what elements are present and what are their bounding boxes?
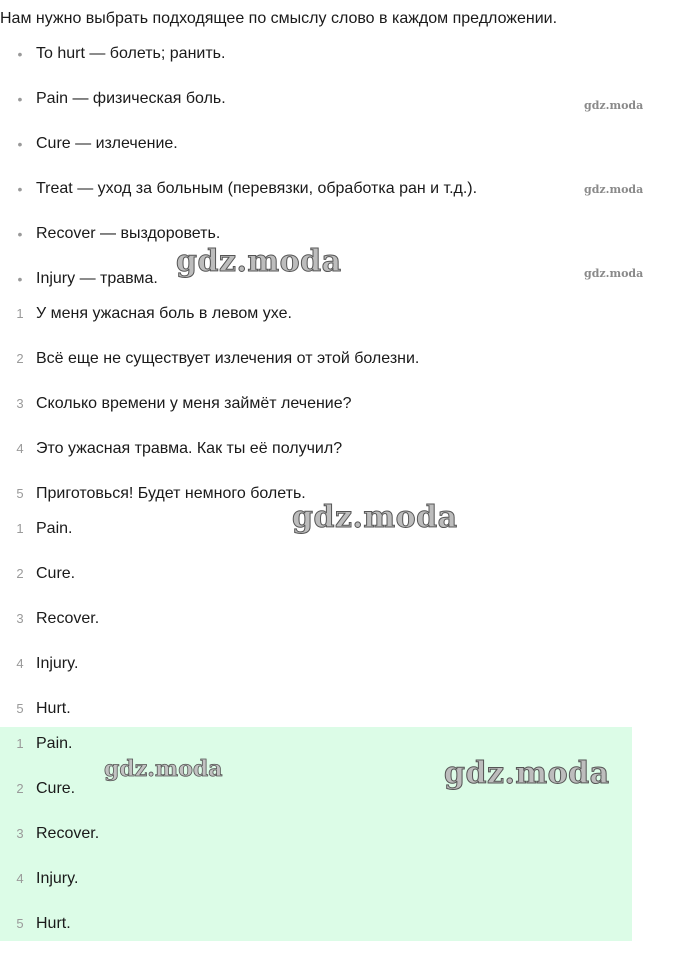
bullet-icon: • (17, 91, 23, 107)
list-item-text: Pain. (36, 735, 73, 752)
item-number: 1 (16, 736, 24, 751)
list-item-text: Treat — уход за больным (перевязки, обработка ран и т.д.). (36, 180, 478, 197)
bullet-icon: • (17, 46, 23, 62)
list-item-text: У меня ужасная боль в левом ухе. (36, 305, 292, 322)
list-item-text: Hurt. (36, 915, 71, 932)
item-number: 3 (16, 611, 24, 626)
watermark: gdz.moda (444, 756, 610, 791)
list-item-text: Приготовься! Будет немного болеть. (36, 485, 306, 502)
item-number: 2 (16, 566, 24, 581)
intro-text: Нам нужно выбрать подходящее по смыслу слово в каждом предложении. (0, 10, 558, 27)
list-item-text: Pain — физическая боль. (36, 90, 226, 107)
list-item-text: Injury — травма. (36, 270, 158, 287)
list-item-text: Injury. (36, 870, 79, 887)
bullet-icon: • (17, 271, 23, 287)
item-number: 5 (16, 486, 24, 501)
item-number: 4 (16, 441, 24, 456)
bullet-icon: • (17, 136, 23, 152)
watermark: gdz.moda (292, 500, 458, 535)
watermark: gdz.moda (584, 99, 644, 112)
item-number: 3 (16, 396, 24, 411)
item-number: 3 (16, 826, 24, 841)
bullet-icon: • (17, 181, 23, 197)
list-item-text: Всё еще не существует излечения от этой болезни. (36, 350, 420, 367)
item-number: 5 (16, 916, 24, 931)
watermark: gdz.moda (584, 183, 644, 196)
list-item-text: Injury. (36, 655, 79, 672)
list-item-text: Это ужасная травма. Как ты её получил? (36, 440, 343, 457)
watermark: gdz.moda (104, 756, 223, 782)
list-item-text: Сколько времени у меня займёт лечение? (36, 395, 352, 412)
list-item-text: Recover — выздороветь. (36, 225, 221, 242)
item-number: 5 (16, 701, 24, 716)
list-item-text: Recover. (36, 825, 100, 842)
item-number: 4 (16, 871, 24, 886)
watermark: gdz.moda (584, 267, 644, 280)
item-number: 2 (16, 351, 24, 366)
list-item-text: Cure — излечение. (36, 135, 178, 152)
list-item-text: Recover. (36, 610, 100, 627)
watermark: gdz.moda (176, 244, 342, 279)
list-item-text: Cure. (36, 780, 76, 797)
item-number: 1 (16, 306, 24, 321)
item-number: 2 (16, 781, 24, 796)
bullet-icon: • (17, 226, 23, 242)
list-item-text: Hurt. (36, 700, 71, 717)
list-item-text: Pain. (36, 520, 73, 537)
item-number: 1 (16, 521, 24, 536)
item-number: 4 (16, 656, 24, 671)
list-item-text: Cure. (36, 565, 76, 582)
list-item-text: To hurt — болеть; ранить. (36, 45, 226, 62)
